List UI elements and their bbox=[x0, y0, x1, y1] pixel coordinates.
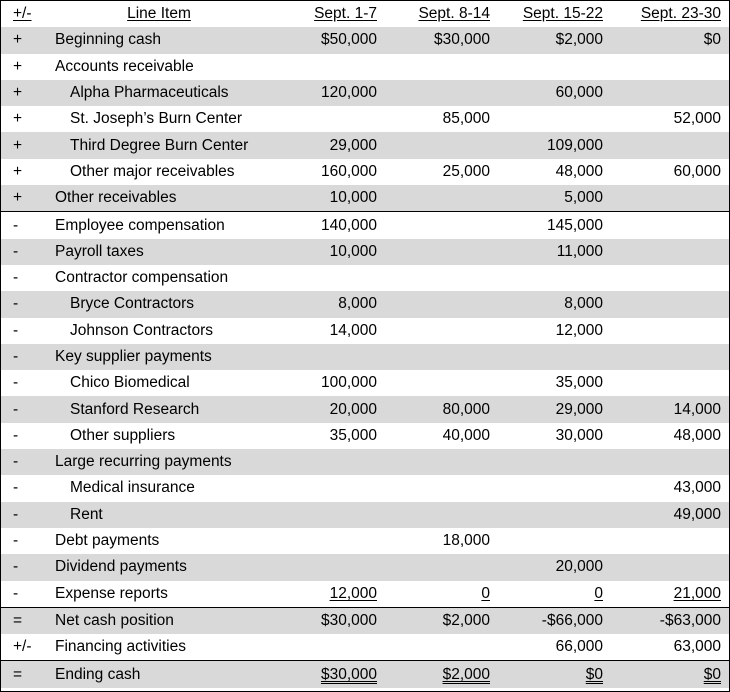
row-value-week-1 bbox=[285, 54, 385, 80]
row-sign: - bbox=[1, 344, 41, 370]
row-value-week-1 bbox=[285, 318, 385, 344]
row-line-item: Employee compensation bbox=[41, 212, 285, 239]
table-row bbox=[1, 528, 729, 554]
row-value-week-3 bbox=[498, 607, 611, 634]
table-row bbox=[1, 475, 729, 501]
row-value-text: 25,000 bbox=[442, 162, 490, 180]
table-row bbox=[1, 396, 729, 422]
row-value-week-3 bbox=[498, 132, 611, 158]
row-sign: - bbox=[1, 291, 41, 317]
table-row bbox=[1, 449, 729, 475]
row-sign: + bbox=[1, 132, 41, 158]
row-value-text: 85,000 bbox=[442, 110, 490, 128]
row-value-text: 48,000 bbox=[555, 162, 603, 180]
row-value-week-1 bbox=[285, 344, 385, 370]
row-value-text: 14,000 bbox=[329, 321, 377, 339]
row-value-text: $2,000 bbox=[555, 31, 603, 49]
row-value-week-2 bbox=[385, 291, 498, 317]
row-line-item: Beginning cash bbox=[41, 27, 285, 53]
row-sign: - bbox=[1, 396, 41, 422]
row-value-text: 63,000 bbox=[673, 638, 721, 656]
row-value-text: 52,000 bbox=[673, 110, 721, 128]
row-value-text: 10,000 bbox=[329, 242, 377, 260]
row-value-week-1 bbox=[285, 291, 385, 317]
row-line-item: Accounts receivable bbox=[55, 57, 194, 75]
row-line-item: Ending cash bbox=[41, 661, 285, 688]
header-week-4: Sept. 23-30 bbox=[640, 5, 721, 23]
row-line-item: Stanford Research bbox=[41, 396, 285, 422]
row-value-text: 8,000 bbox=[564, 295, 603, 313]
row-value-text: 21,000 bbox=[673, 584, 721, 602]
row-value-week-2 bbox=[385, 607, 498, 634]
row-value-text: 30,000 bbox=[555, 426, 603, 444]
row-value-text: 80,000 bbox=[442, 400, 490, 418]
row-value-text: 60,000 bbox=[555, 84, 603, 102]
row-value-week-1 bbox=[285, 132, 385, 158]
row-value-week-3 bbox=[498, 54, 611, 80]
row-value-text: $2,000 bbox=[442, 611, 490, 629]
row-value-week-4 bbox=[611, 265, 729, 291]
row-line-item: Bryce Contractors bbox=[41, 291, 285, 317]
table-row bbox=[1, 554, 729, 580]
row-value-week-2 bbox=[385, 239, 498, 265]
row-value-week-3 bbox=[498, 239, 611, 265]
cash-flow-forecast-table bbox=[1, 1, 729, 688]
row-value-text: $2,000 bbox=[442, 665, 490, 683]
row-value-week-4 bbox=[611, 159, 729, 185]
row-value-week-4 bbox=[611, 212, 729, 239]
row-value-text: 35,000 bbox=[555, 374, 603, 392]
row-value-week-3 bbox=[498, 27, 611, 53]
row-value-week-3 bbox=[498, 159, 611, 185]
table-row bbox=[1, 212, 729, 239]
row-value-week-4 bbox=[611, 661, 729, 688]
row-line-item: Net cash position bbox=[41, 607, 285, 634]
row-value-week-2 bbox=[385, 212, 498, 239]
row-sign: - bbox=[1, 239, 41, 265]
row-value-week-4 bbox=[611, 132, 729, 158]
row-line-item: Chico Biomedical bbox=[70, 374, 190, 392]
row-value-week-3 bbox=[498, 475, 611, 501]
row-line-item: Payroll taxes bbox=[41, 239, 285, 265]
row-value-text: 18,000 bbox=[442, 532, 490, 550]
table-row bbox=[1, 661, 729, 688]
row-value-week-2 bbox=[385, 554, 498, 580]
row-line-item: Other receivables bbox=[41, 185, 285, 212]
row-line-item: Key supplier payments bbox=[41, 344, 285, 370]
table-row bbox=[1, 159, 729, 185]
row-sign: + bbox=[13, 110, 23, 128]
row-value-week-2 bbox=[385, 423, 498, 449]
row-value-week-3 bbox=[498, 528, 611, 554]
row-value-week-4 bbox=[611, 239, 729, 265]
row-line-item: Contractor compensation bbox=[55, 269, 229, 287]
row-value-text: 5,000 bbox=[564, 189, 603, 207]
row-value-week-2 bbox=[385, 344, 498, 370]
row-value-week-2 bbox=[385, 634, 498, 661]
row-sign: = bbox=[1, 661, 41, 688]
header-week-2: Sept. 8-14 bbox=[418, 5, 490, 23]
row-value-text: 12,000 bbox=[555, 321, 603, 339]
row-value-text: 0 bbox=[594, 584, 603, 602]
row-sign: + bbox=[13, 162, 23, 180]
row-value-week-3 bbox=[498, 423, 611, 449]
header-row bbox=[1, 1, 729, 27]
row-value-week-2 bbox=[385, 106, 498, 132]
row-value-text: 145,000 bbox=[546, 216, 603, 234]
row-value-text: 14,000 bbox=[673, 400, 721, 418]
row-value-week-3 bbox=[498, 370, 611, 396]
row-sign: - bbox=[13, 321, 19, 339]
row-value-text: $30,000 bbox=[433, 31, 490, 49]
table-row bbox=[1, 106, 729, 132]
row-value-week-4 bbox=[611, 27, 729, 53]
row-value-text: $0 bbox=[703, 665, 721, 683]
row-value-text: 10,000 bbox=[329, 189, 377, 207]
row-sign: - bbox=[13, 426, 19, 444]
row-value-week-2 bbox=[385, 370, 498, 396]
row-line-item: Other major receivables bbox=[70, 162, 235, 180]
row-sign: + bbox=[13, 57, 23, 75]
row-value-week-3 bbox=[498, 661, 611, 688]
table-row bbox=[1, 370, 729, 396]
row-value-week-4 bbox=[611, 607, 729, 634]
row-value-text: 8,000 bbox=[338, 295, 377, 313]
row-value-week-4 bbox=[611, 449, 729, 475]
row-value-week-2 bbox=[385, 449, 498, 475]
row-value-week-4 bbox=[611, 370, 729, 396]
row-value-week-4 bbox=[611, 554, 729, 580]
row-value-week-1 bbox=[285, 265, 385, 291]
row-sign: +/- bbox=[13, 638, 32, 656]
row-value-week-3 bbox=[498, 291, 611, 317]
row-sign: - bbox=[13, 584, 19, 602]
row-sign: - bbox=[1, 554, 41, 580]
row-line-item: Alpha Pharmaceuticals bbox=[41, 80, 285, 106]
row-sign: - bbox=[13, 532, 19, 550]
row-sign: + bbox=[1, 80, 41, 106]
table-row bbox=[1, 318, 729, 344]
row-value-week-2 bbox=[385, 396, 498, 422]
row-value-week-2 bbox=[385, 502, 498, 528]
table-row bbox=[1, 54, 729, 80]
row-value-week-4 bbox=[611, 344, 729, 370]
row-value-week-3 bbox=[498, 502, 611, 528]
row-value-week-3 bbox=[498, 185, 611, 212]
table-row bbox=[1, 344, 729, 370]
row-value-text: 12,000 bbox=[329, 584, 377, 602]
row-value-text: 29,000 bbox=[555, 400, 603, 418]
row-value-week-3 bbox=[498, 344, 611, 370]
row-value-week-1 bbox=[285, 502, 385, 528]
row-value-week-4 bbox=[611, 80, 729, 106]
row-sign: + bbox=[1, 27, 41, 53]
row-value-text: 43,000 bbox=[673, 479, 721, 497]
row-value-week-1 bbox=[285, 212, 385, 239]
row-value-week-2 bbox=[385, 661, 498, 688]
row-value-week-1 bbox=[285, 475, 385, 501]
table-row bbox=[1, 423, 729, 449]
row-value-week-1 bbox=[285, 80, 385, 106]
row-value-week-2 bbox=[385, 581, 498, 608]
row-value-week-3 bbox=[498, 449, 611, 475]
row-value-week-2 bbox=[385, 27, 498, 53]
row-sign: + bbox=[1, 185, 41, 212]
row-value-week-1 bbox=[285, 423, 385, 449]
row-value-text: 20,000 bbox=[555, 558, 603, 576]
row-value-week-1 bbox=[285, 449, 385, 475]
row-value-text: 40,000 bbox=[442, 426, 490, 444]
table-row bbox=[1, 80, 729, 106]
row-line-item: Medical insurance bbox=[70, 479, 195, 497]
row-value-week-3 bbox=[498, 80, 611, 106]
row-value-text: 120,000 bbox=[320, 84, 377, 102]
row-sign: - bbox=[13, 374, 19, 392]
row-value-week-3 bbox=[498, 581, 611, 608]
row-value-week-4 bbox=[611, 634, 729, 661]
row-value-week-2 bbox=[385, 475, 498, 501]
row-value-week-4 bbox=[611, 54, 729, 80]
row-value-week-4 bbox=[611, 423, 729, 449]
header-sign: +/- bbox=[13, 5, 32, 23]
row-value-week-1 bbox=[285, 607, 385, 634]
header-week-1: Sept. 1-7 bbox=[314, 5, 377, 23]
row-value-week-2 bbox=[385, 528, 498, 554]
row-line-item: Johnson Contractors bbox=[70, 321, 214, 339]
row-value-week-4 bbox=[611, 502, 729, 528]
row-value-text: $0 bbox=[585, 665, 603, 683]
row-value-week-4 bbox=[611, 475, 729, 501]
row-value-week-2 bbox=[385, 80, 498, 106]
table-row bbox=[1, 239, 729, 265]
row-value-week-2 bbox=[385, 159, 498, 185]
row-sign: = bbox=[1, 607, 41, 634]
table-row bbox=[1, 27, 729, 53]
row-line-item: Other suppliers bbox=[70, 426, 176, 444]
row-value-week-2 bbox=[385, 265, 498, 291]
row-line-item: Financing activities bbox=[55, 638, 186, 656]
row-value-week-3 bbox=[498, 106, 611, 132]
row-sign: - bbox=[1, 449, 41, 475]
table-row bbox=[1, 185, 729, 212]
row-value-text: 0 bbox=[481, 584, 490, 602]
row-value-text: 100,000 bbox=[320, 374, 377, 392]
row-value-text: 60,000 bbox=[673, 162, 721, 180]
table-row bbox=[1, 265, 729, 291]
row-value-text: $50,000 bbox=[320, 31, 377, 49]
row-value-week-1 bbox=[285, 396, 385, 422]
row-value-week-4 bbox=[611, 396, 729, 422]
row-value-week-3 bbox=[498, 318, 611, 344]
table-row bbox=[1, 132, 729, 158]
row-value-week-1 bbox=[285, 106, 385, 132]
row-value-week-3 bbox=[498, 265, 611, 291]
row-value-text: -$63,000 bbox=[659, 611, 721, 629]
row-value-week-3 bbox=[498, 634, 611, 661]
row-value-text: 11,000 bbox=[556, 242, 603, 260]
row-value-week-1 bbox=[285, 159, 385, 185]
row-value-text: 35,000 bbox=[329, 426, 377, 444]
table-row bbox=[1, 607, 729, 634]
table-row bbox=[1, 291, 729, 317]
table-row bbox=[1, 581, 729, 608]
row-value-week-2 bbox=[385, 54, 498, 80]
row-sign: - bbox=[1, 502, 41, 528]
row-value-text: $0 bbox=[703, 31, 721, 49]
row-value-week-1 bbox=[285, 581, 385, 608]
row-value-week-1 bbox=[285, 634, 385, 661]
row-sign: - bbox=[1, 212, 41, 239]
row-value-week-1 bbox=[285, 27, 385, 53]
row-value-text: $30,000 bbox=[320, 665, 377, 683]
row-value-week-4 bbox=[611, 528, 729, 554]
row-value-week-2 bbox=[385, 132, 498, 158]
row-line-item: Expense reports bbox=[55, 584, 168, 602]
row-value-week-1 bbox=[285, 528, 385, 554]
row-value-text: -$66,000 bbox=[541, 611, 603, 629]
row-value-text: 49,000 bbox=[673, 505, 721, 523]
row-value-week-2 bbox=[385, 318, 498, 344]
header-week-3: Sept. 15-22 bbox=[522, 5, 603, 23]
header-line-item: Line Item bbox=[127, 5, 191, 23]
row-value-week-4 bbox=[611, 318, 729, 344]
row-value-week-1 bbox=[285, 185, 385, 212]
table-row bbox=[1, 634, 729, 661]
row-value-text: 20,000 bbox=[329, 400, 377, 418]
row-value-week-4 bbox=[611, 291, 729, 317]
row-value-week-3 bbox=[498, 554, 611, 580]
row-value-week-3 bbox=[498, 212, 611, 239]
row-value-text: 48,000 bbox=[673, 426, 721, 444]
row-value-week-4 bbox=[611, 581, 729, 608]
row-value-week-4 bbox=[611, 185, 729, 212]
row-line-item: Rent bbox=[41, 502, 285, 528]
row-value-week-1 bbox=[285, 554, 385, 580]
row-line-item: St. Joseph’s Burn Center bbox=[70, 110, 243, 128]
row-line-item: Dividend payments bbox=[41, 554, 285, 580]
row-line-item: Third Degree Burn Center bbox=[41, 132, 285, 158]
row-value-text: 109,000 bbox=[546, 136, 603, 154]
row-value-text: $30,000 bbox=[320, 611, 377, 629]
table-row bbox=[1, 502, 729, 528]
row-value-text: 29,000 bbox=[329, 136, 377, 154]
row-value-week-1 bbox=[285, 239, 385, 265]
row-line-item: Large recurring payments bbox=[41, 449, 285, 475]
row-sign: - bbox=[13, 479, 19, 497]
row-value-text: 140,000 bbox=[320, 216, 377, 234]
row-value-text: 66,000 bbox=[555, 638, 603, 656]
row-value-week-4 bbox=[611, 106, 729, 132]
row-value-text: 160,000 bbox=[320, 162, 377, 180]
row-value-week-3 bbox=[498, 396, 611, 422]
row-line-item: Debt payments bbox=[55, 532, 160, 550]
row-value-week-1 bbox=[285, 661, 385, 688]
row-value-week-2 bbox=[385, 185, 498, 212]
row-value-week-1 bbox=[285, 370, 385, 396]
row-sign: - bbox=[13, 269, 19, 287]
